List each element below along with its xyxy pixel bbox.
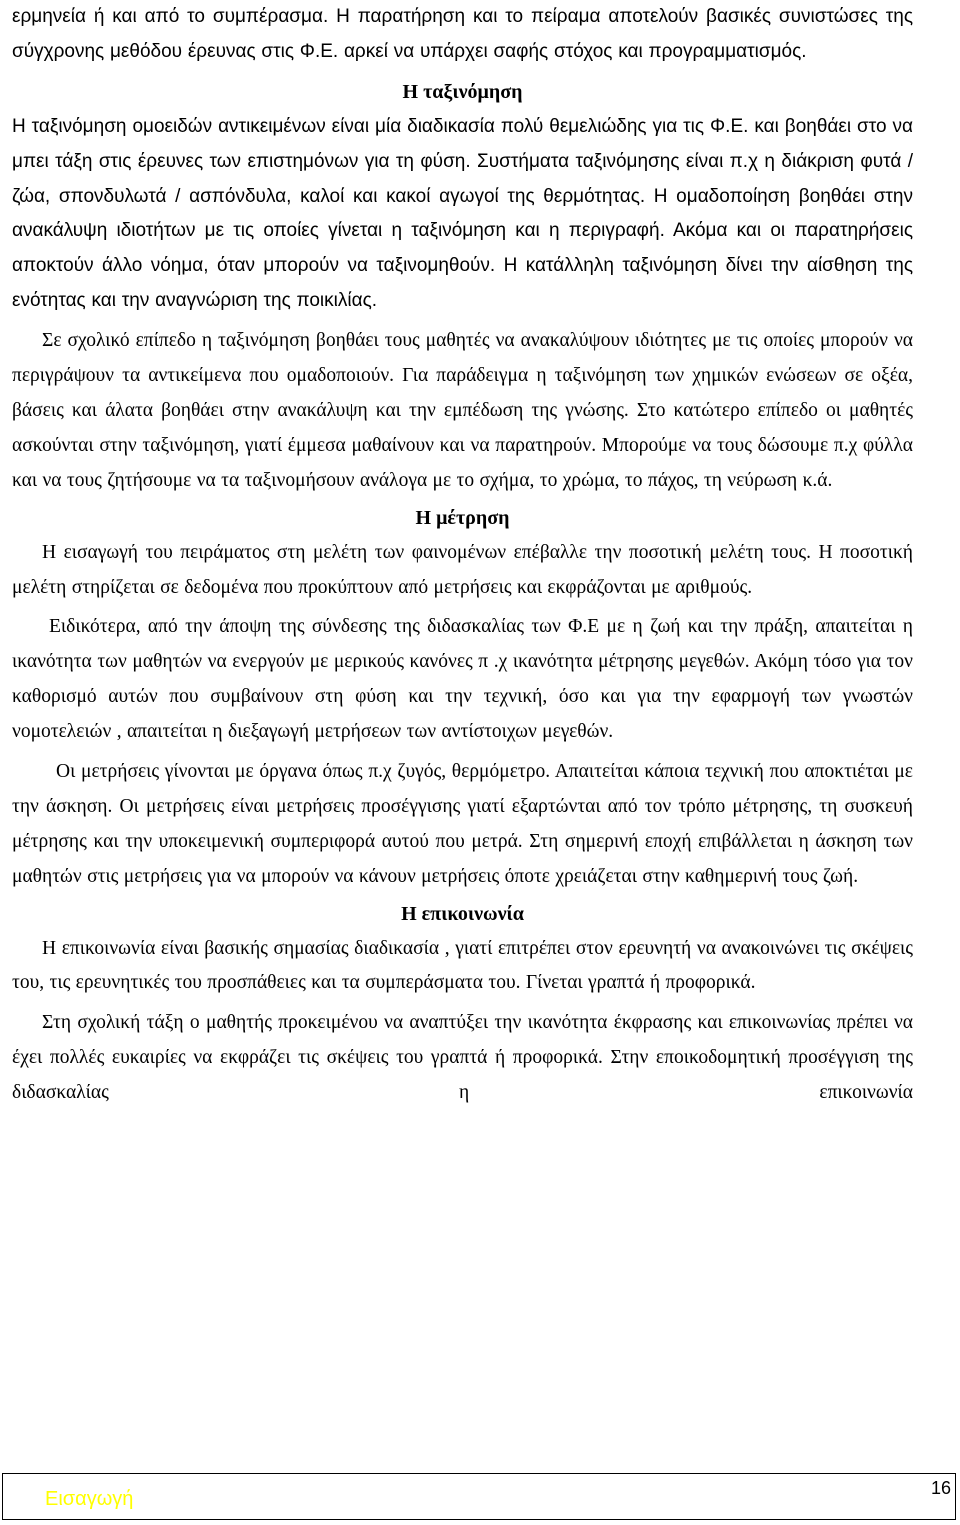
measurement-paragraph-2: Ειδικότερα, από την άποψη της σύνδεσης της διδασκαλίας των Φ.Ε με η ζωή και την πράξη, απαιτείται η ικανότητα των μαθητών να ενεργούν με μερικούς κανόνες π .χ ικανότητα μέτρησης μεγεθών. Ακόμη τόσο για τον καθορισμό αυτών που συμβαίνουν στη φύση και την τεχνική, όσο και για την εφαρμογή των γνωστών νομοτελειών , απαιτείται η διεξαγωγή μετρήσεων των αντίστοιχων μεγεθών. xyxy=(12,616,913,743)
page-footer xyxy=(2,1473,956,1520)
body-text xyxy=(12,0,913,1111)
classification-heading: Η ταξινόμηση xyxy=(402,80,523,103)
footer-section-label: Εισαγωγή xyxy=(45,1488,134,1510)
classification-paragraph-2: Σε σχολικό επίπεδο η ταξινόμηση βοηθάει τους μαθητές να ανακαλύψουν ιδιότητες με τις οποίες μπορούν να περιγράψουν τα αντικείμενα που ομαδοποιούν. Για παράδειγμα η ταξινόμηση των χημικών ενώσεων σε οξέα, βάσεις και άλατα βοηθάει στην ανακάλυψη και την εμπέδωση της γνώσης. Στο κατώτερο επίπεδο οι μαθητές ασκούνται στην ταξινόμηση, γιατί έμμεσα μαθαίνουν και να παρατηρούν. Μπορούμε να τους δώσουμε π.χ φύλλα και να τους ζητήσουμε να τα ταξινομήσουν ανάλογα με το σχήμα, το χρώμα, το πάχος, τη νεύρωση κ.ά. xyxy=(12,330,913,491)
communication-paragraph-2: Στη σχολική τάξη ο μαθητής προκειμένου να αναπτύξει την ικανότητα έκφρασης και επικοινωνίας πρέπει να έχει πολλές ευκαιρίες να εκφράζει τις σκέψεις του γραπτά ή προφορικά. Στην εποικοδομητική προσέγγιση της διδασκαλίας η επικοινωνία xyxy=(12,1012,913,1104)
measurement-paragraph-1: Η εισαγωγή του πειράματος στη μελέτη των φαινομένων επέβαλλε την ποσοτική μελέτη τους. Η ποσοτική μελέτη στηρίζεται σε δεδομένα που προκύπτουν από μετρήσεις και εκφράζονται με αριθμούς. xyxy=(12,541,913,598)
intro-continued-paragraph: ερμηνεία ή και από το συμπέρασμα. Η παρατήρηση και το πείραμα αποτελούν βασικές συνιστώσες της σύγχρονης μεθόδου έρευνας στις Φ.Ε. αρκεί να υπάρχει σαφής στόχος και προγραμματισμός. xyxy=(12,6,913,62)
page-number: 16 xyxy=(930,1478,951,1498)
communication-heading: Η επικοινωνία xyxy=(401,902,524,925)
communication-paragraph-1: Η επικοινωνία είναι βασικής σημασίας διαδικασία , γιατί επιτρέπει στον ερευνητή να ανακοινώνει τις σκέψεις του, τις ερευνητικές του προσπάθειες και τα συμπεράσματα του. Γίνεται γραπτά ή προφορικά. xyxy=(12,937,913,994)
classification-paragraph-1: Η ταξινόμηση ομοειδών αντικειμένων είναι μία διαδικασία πολύ θεμελιώδης για τις Φ.Ε. και βοηθάει στο να μπει τάξη στις έρευνες των επιστημόνων για τη φύση. Συστήματα ταξινόμησης είναι π.χ η διάκριση φυτά / ζώα, σπονδυλωτά / ασπόνδυλα, καλοί και κακοί αγωγοί της θερμότητας. Η ομαδοποίηση βοηθάει στην ανακάλυψη ιδιοτήτων με τις οποίες γίνεται η ταξινόμηση και η περιγραφή. Ακόμα και οι παρατηρήσεις αποκτούν άλλο νόημα, όταν μπορούν να ταξινομηθούν. Η κατάλληλη ταξινόμηση δίνει την αίσθηση της ενότητας και την αναγνώριση της ποικιλίας. xyxy=(12,115,913,312)
measurement-paragraph-3: Οι μετρήσεις γίνονται με όργανα όπως π.χ ζυγός, θερμόμετρο. Απαιτείται κάποια τεχνική που αποκτιέται με την άσκηση. Οι μετρήσεις είναι μετρήσεις προσέγγισης γιατί εξαρτώνται από τον τρόπο μέτρησης, τη συσκευή μέτρησης και την υποκειμενική συμπεριφορά αυτού που μετρά. Στη σημερινή εποχή επιβάλλεται η άσκηση των μαθητών στις μετρήσεις για να μπορούν να κάνουν μετρήσεις όποτε χρειάζεται στην καθημερινή τους ζωή. xyxy=(12,761,913,887)
measurement-heading: Η μέτρηση xyxy=(415,506,510,529)
